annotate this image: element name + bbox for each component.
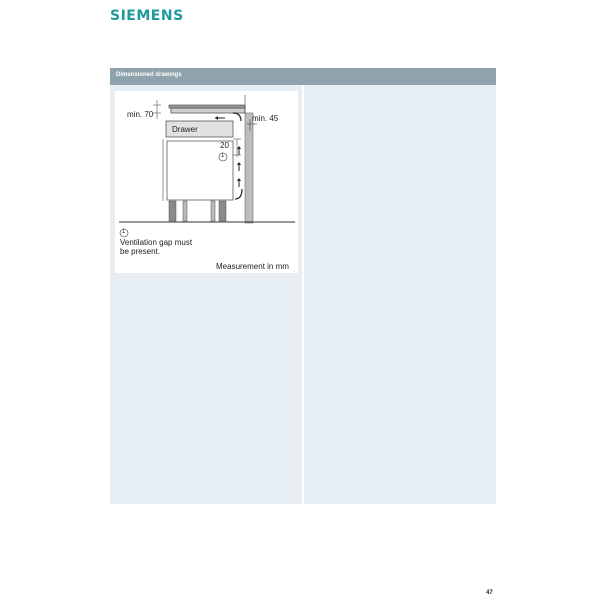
drawer-label: Drawer — [172, 125, 198, 134]
content-column-right — [304, 85, 496, 504]
measurement-note: Measurement in mm — [216, 262, 289, 271]
dim-gap-20: 20 — [220, 141, 229, 150]
note-line-2: be present. — [120, 247, 161, 256]
dim-min-45: min. 45 — [252, 114, 279, 123]
note-line-1: Ventilation gap must — [120, 238, 193, 247]
airflow-arrow — [233, 113, 241, 121]
callout-number: 1 — [221, 153, 225, 159]
hob-body — [171, 108, 245, 113]
cabinet-foot — [183, 201, 187, 221]
airflow-arrow — [235, 189, 242, 199]
installation-drawing — [115, 91, 298, 273]
page-number: 47 — [486, 590, 493, 596]
cabinet-foot — [211, 201, 215, 221]
note-number: 1 — [122, 229, 126, 235]
dim-min-70: min. 70 — [127, 110, 154, 119]
rear-wall — [245, 113, 253, 223]
worktop — [169, 105, 245, 108]
cabinet-foot — [169, 201, 176, 221]
cabinet-foot — [219, 201, 226, 221]
section-title: Dimensioned drawings — [116, 72, 182, 78]
section-header — [110, 68, 496, 85]
brand-logo: SIEMENS — [110, 8, 184, 24]
